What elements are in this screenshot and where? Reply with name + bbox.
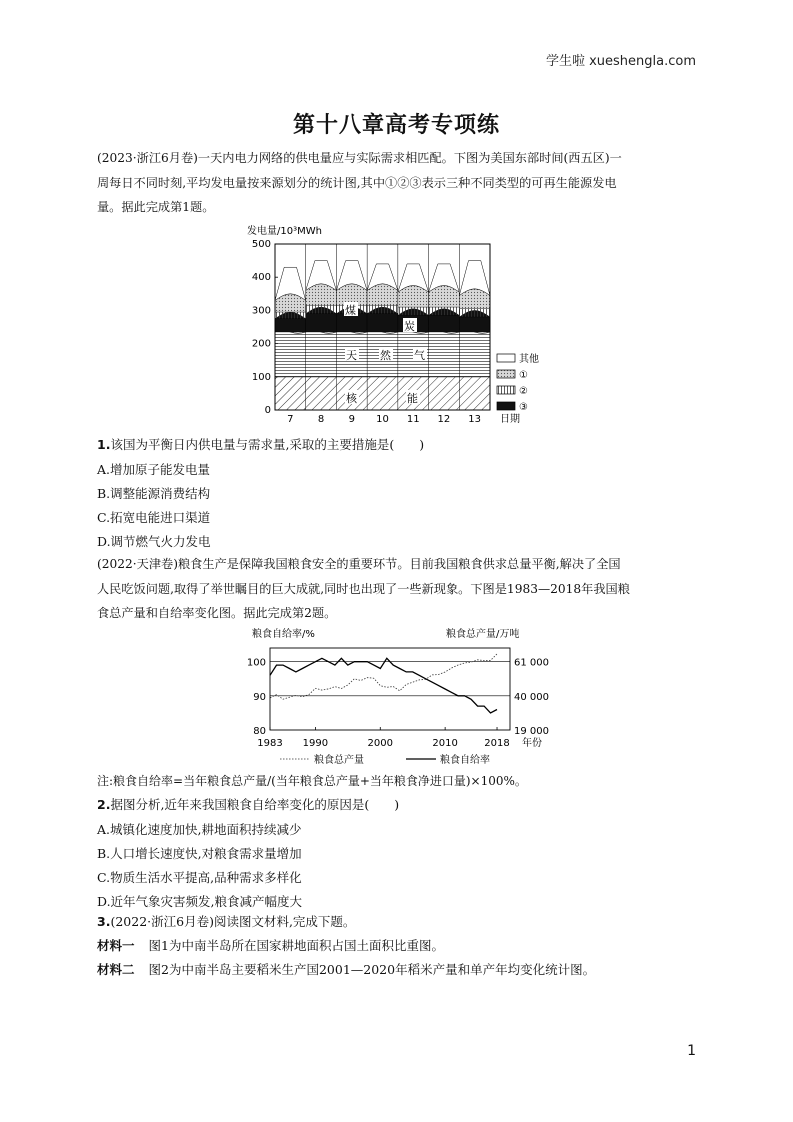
question-stem: (2022·浙江6月卷)阅读图文材料,完成下题。: [110, 914, 356, 929]
y-axis-label: 发电量/10³MWh: [247, 226, 322, 237]
gas-label: 气: [414, 349, 425, 362]
watermark: 学生啦 xueshengla.com: [545, 54, 696, 69]
y-tick-label: 0: [264, 405, 271, 416]
y-tick-label: 100: [251, 371, 271, 383]
legend-label: 其他: [519, 354, 539, 365]
x-tick-label: 12: [437, 414, 451, 425]
legend-label: ③: [519, 402, 528, 413]
question-number: 2.: [97, 797, 111, 812]
q2-option-d[interactable]: D.近年气象灾害频发,粮食减产幅度大: [97, 894, 303, 909]
left-tick-label: 100: [246, 657, 266, 669]
y-tick-label: 400: [251, 272, 271, 284]
power-chart: [245, 222, 555, 432]
left-tick-label: 80: [253, 726, 266, 737]
legend-swatch: [497, 386, 515, 394]
coal-label: 炭: [404, 320, 415, 333]
legend-swatch: [497, 402, 515, 410]
intro-2-line: 食总产量和自给率变化图。据此完成第2题。: [97, 606, 337, 620]
plot-frame: [270, 648, 510, 730]
right-tick-label: 40 000: [514, 691, 549, 703]
legend-label: ②: [519, 386, 528, 397]
y-tick-label: 500: [251, 239, 271, 250]
legend-label: 粮食自给率: [440, 755, 490, 766]
q2-option-a[interactable]: A.城镇化速度加快,耕地面积持续减少: [97, 822, 302, 837]
x-tick-label: 8: [317, 414, 325, 425]
production-line: [270, 654, 497, 699]
legend-label: ①: [519, 370, 528, 381]
intro-2-line: (2022·天津卷)粮食生产是保障我国粮食安全的重要环节。目前我国粮食供求总量平衡,解决了全国: [97, 557, 621, 571]
x-tick-label: 9: [348, 414, 355, 425]
gas-label: 然: [380, 349, 391, 362]
coal-label: 煤: [345, 304, 356, 317]
x-axis-label: 年份: [522, 738, 542, 749]
x-tick-label: 2010: [432, 738, 458, 749]
intro-2-line: 人民吃饭问题,取得了举世瞩目的巨大成就,同时也出现了一些新现象。下图是1983—2018年我国粮: [97, 581, 630, 596]
material-1: [97, 936, 444, 956]
material-2: [97, 960, 595, 980]
right-tick-label: 19 000: [514, 726, 549, 737]
left-axis-label: 粮食自给率/%: [252, 629, 315, 640]
material-label: 材料一: [97, 938, 135, 953]
grain-chart: [228, 624, 568, 769]
legend-label: 粮食总产量: [314, 755, 364, 766]
right-axis-label: 粮食总产量/万吨: [446, 629, 520, 640]
material-text: 图1为中南半岛所在国家耕地面积占国土面积比重图。: [148, 938, 444, 953]
nuclear-band: [275, 377, 490, 410]
self-sufficiency-line: [270, 658, 497, 713]
legend-swatch: [497, 354, 515, 362]
q2-option-b[interactable]: B.人口增长速度快,对粮食需求量增加: [97, 846, 302, 861]
legend-swatch: [497, 370, 515, 378]
x-tick-label: 2000: [367, 738, 393, 749]
y-tick-label: 300: [251, 305, 271, 317]
q1-option-c[interactable]: C.拓宽电能进口渠道: [97, 510, 211, 525]
question-number: 3.: [97, 914, 111, 929]
intro-1-line: (2023·浙江6月卷)一天内电力网络的供电量应与实际需求相匹配。下图为美国东部时间(西五区)一: [97, 151, 622, 165]
question-number: 1.: [97, 437, 111, 452]
q2-option-c[interactable]: C.物质生活水平提高,品种需求多样化: [97, 870, 302, 885]
page-title: 第十八章高考专项练: [292, 113, 500, 138]
page-number: 1: [687, 1043, 696, 1059]
nuclear-label: 核: [346, 392, 357, 405]
nuclear-label: 能: [407, 392, 418, 405]
question-3: [97, 912, 355, 932]
note-2: 注:粮食自给率=当年粮食总产量/(当年粮食总产量+当年粮食净进口量)×100%。: [97, 774, 527, 788]
x-tick-label: 13: [468, 414, 482, 425]
gas-label: 天: [346, 349, 357, 362]
x-tick-label: 11: [406, 414, 420, 425]
x-axis-label: 日期: [500, 414, 520, 425]
x-tick-label: 1983: [257, 738, 283, 749]
y-tick-label: 200: [251, 338, 271, 350]
x-tick-label: 2018: [484, 738, 510, 749]
intro-1-line: 量。据此完成第1题。: [97, 200, 215, 214]
x-tick-label: 10: [376, 414, 389, 425]
question-stem: 该国为平衡日内供电量与需求量,采取的主要措施是( ): [110, 437, 425, 452]
q1-option-a[interactable]: A.增加原子能发电量: [97, 462, 211, 477]
x-tick-label: 7: [287, 414, 294, 425]
material-text: 图2为中南半岛主要稻米生产国2001—2020年稻米产量和单产年均变化统计图。: [148, 962, 596, 977]
intro-1: [97, 146, 697, 220]
question-stem: 据图分析,近年来我国粮食自给率变化的原因是( ): [110, 797, 400, 812]
question-2: [97, 795, 399, 815]
intro-1-line: 周每日不同时刻,平均发电量按来源划分的统计图,其中①②③表示三种不同类型的可再生能源发电: [97, 175, 617, 190]
intro-2: [97, 552, 697, 626]
right-tick-label: 61 000: [514, 657, 549, 669]
left-tick-label: 90: [253, 691, 266, 703]
q1-option-d[interactable]: D.调节燃气火力发电: [97, 534, 211, 549]
x-tick-label: 1990: [302, 738, 329, 749]
q1-option-b[interactable]: B.调整能源消费结构: [97, 486, 211, 501]
material-label: 材料二: [97, 962, 135, 977]
question-1: [97, 435, 424, 455]
